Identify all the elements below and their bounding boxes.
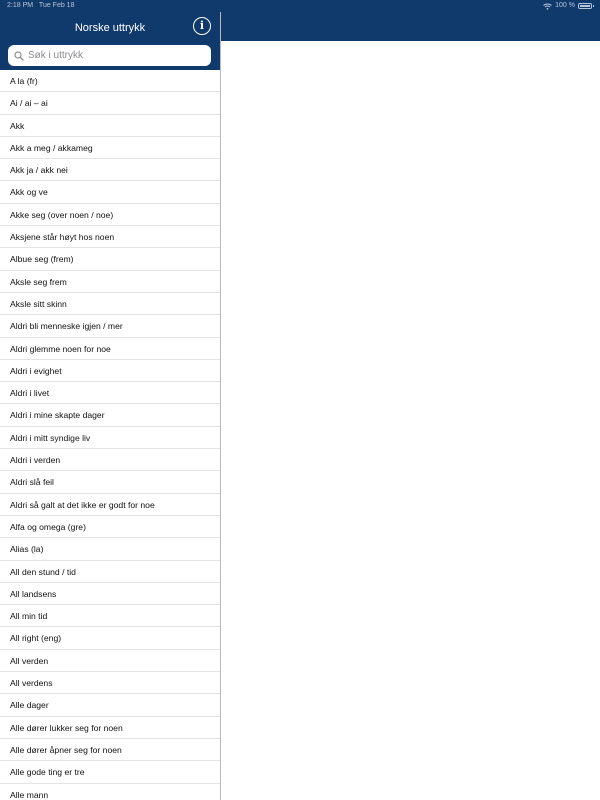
search-bar[interactable] [8,45,211,66]
status-bar [0,0,600,12]
list-item[interactable]: All verden [0,650,220,672]
list-item[interactable]: Akk a meg / akkameg [0,137,220,159]
page-title: Norske uttrykk [74,22,146,34]
master-pane [0,0,220,800]
search-icon [14,51,24,61]
list-item[interactable]: All landsens [0,583,220,605]
detail-pane [221,41,600,800]
list-item[interactable]: Alias (la) [0,538,220,560]
list-item[interactable]: Aldri i evighet [0,360,220,382]
list-item[interactable]: A la (fr) [0,70,220,92]
list-item[interactable]: Aldri glemme noen for noe [0,338,220,360]
list-item[interactable]: Alfa og omega (gre) [0,516,220,538]
status-time: 2:18 PM Tue Feb 18 [7,2,75,9]
list-item[interactable]: All den stund / tid [0,561,220,583]
expression-list[interactable] [0,70,220,800]
list-item[interactable]: Alle mann [0,784,220,800]
list-item[interactable]: Aldri i verden [0,449,220,471]
info-button[interactable] [193,17,211,35]
search-input[interactable] [28,50,198,61]
list-item[interactable]: Aldri slå feil [0,471,220,493]
list-item[interactable]: Akk ja / akk nei [0,159,220,181]
list-item[interactable]: Akk og ve [0,181,220,203]
list-item[interactable]: Akke seg (over noen / noe) [0,204,220,226]
list-item[interactable]: Aksjene står høyt hos noen [0,226,220,248]
list-item[interactable]: Alle gode ting er tre [0,761,220,783]
list-item[interactable]: Aldri i mine skapte dager [0,404,220,426]
wifi-icon [543,3,552,10]
battery-icon [578,3,592,9]
list-item[interactable]: All min tid [0,605,220,627]
list-item[interactable]: Ai / ai – ai [0,92,220,114]
list-item[interactable]: Aldri så galt at det ikke er godt for noe [0,494,220,516]
list-item[interactable]: All right (eng) [0,627,220,649]
list-item[interactable]: All verdens [0,672,220,694]
status-right [543,0,592,12]
list-item[interactable]: Aldri bli menneske igjen / mer [0,315,220,337]
info-icon: i [199,19,205,32]
list-item[interactable]: Aksle seg frem [0,271,220,293]
list-item[interactable]: Alle dager [0,694,220,716]
list-item[interactable]: Alle dører åpner seg for noen [0,739,220,761]
list-item[interactable]: Aksle sitt skinn [0,293,220,315]
list-item[interactable]: Albue seg (frem) [0,248,220,270]
list-item[interactable]: Akk [0,115,220,137]
list-item[interactable]: Alle dører lukker seg for noen [0,717,220,739]
battery-percent: 100 % [555,2,575,9]
list-item[interactable]: Aldri i livet [0,382,220,404]
list-item[interactable]: Aldri i mitt syndige liv [0,427,220,449]
